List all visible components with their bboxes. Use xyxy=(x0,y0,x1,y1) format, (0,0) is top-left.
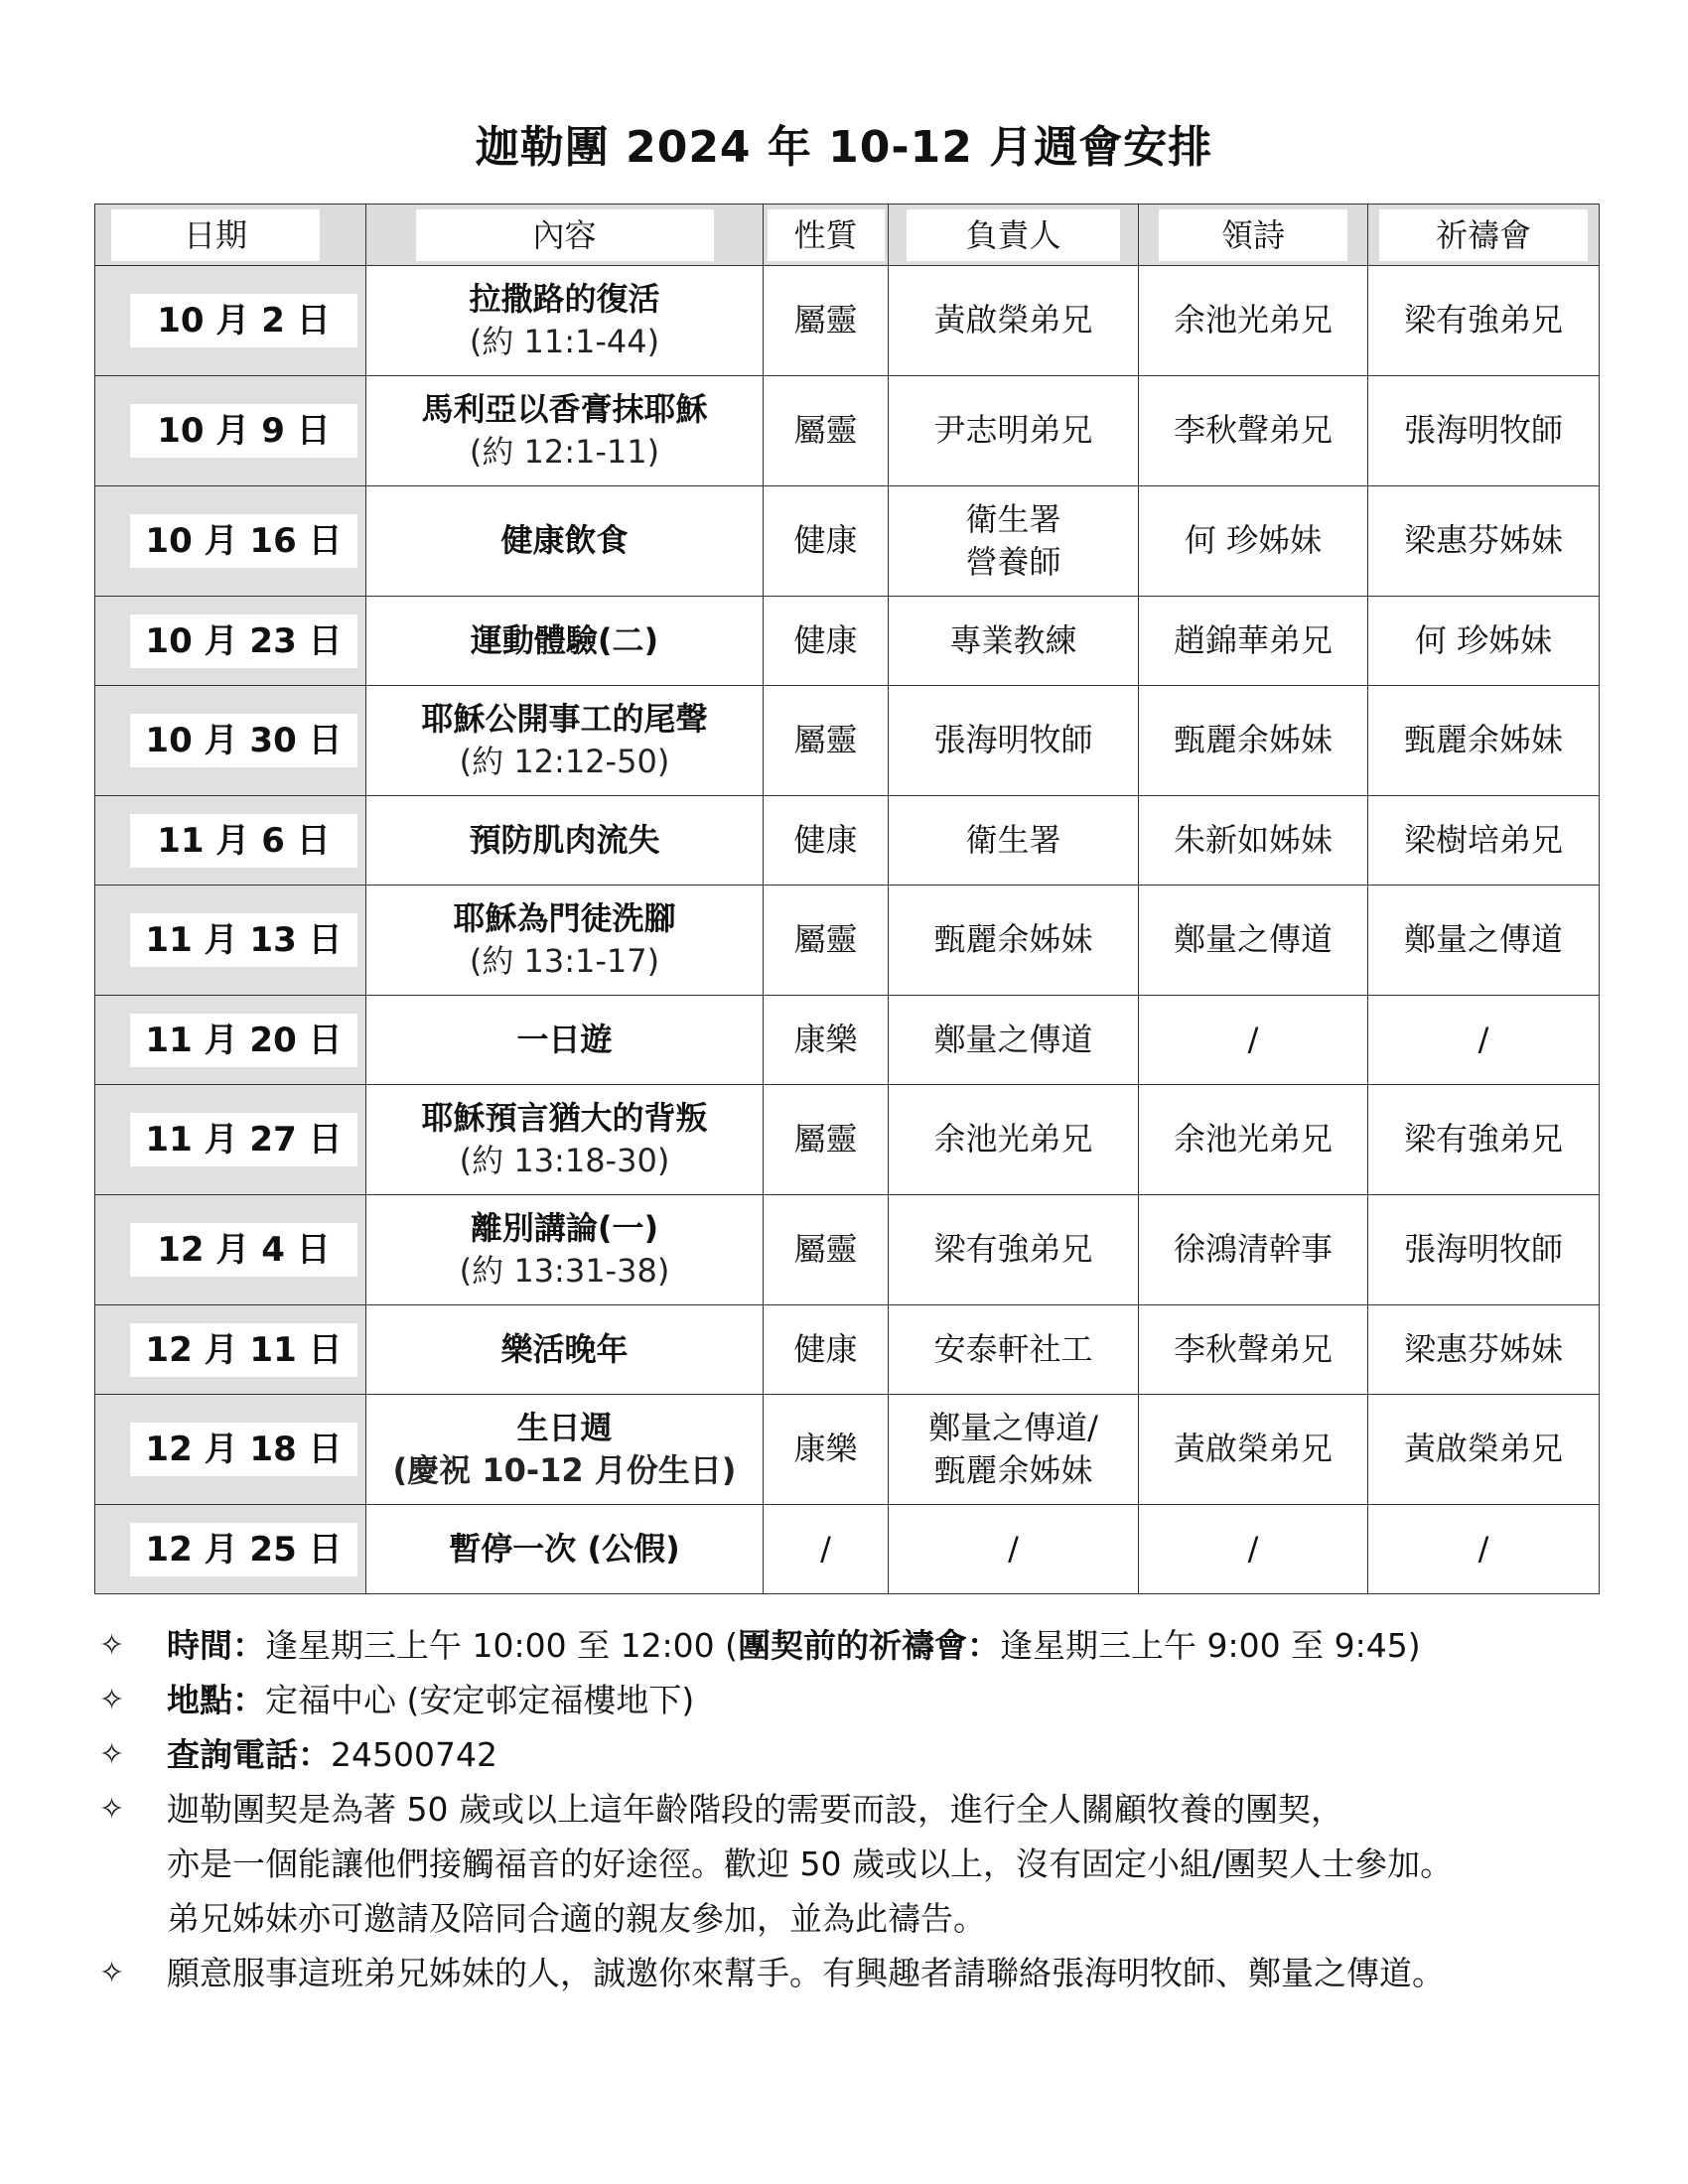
phone-text: 24500742 xyxy=(331,1735,497,1774)
header-nature: 性質 xyxy=(764,205,889,266)
nature-cell: 康樂 xyxy=(764,1395,889,1505)
topic-text: 暫停一次 (公假) xyxy=(449,1529,680,1568)
leader-cell xyxy=(889,266,1139,376)
header-prayer: 祈禱會 xyxy=(1368,205,1600,266)
table-row xyxy=(95,1195,1600,1305)
header-leader: 負責人 xyxy=(889,205,1139,266)
nature-cell: 屬靈 xyxy=(764,1085,889,1195)
leader-cell xyxy=(889,486,1139,597)
leader-text: 鄭量之傳道 xyxy=(933,1020,1093,1058)
prayer-meeting-label: 團契前的祈禱會： xyxy=(738,1626,1001,1665)
table-row xyxy=(95,1305,1600,1395)
date-text: 10 月 9 日 xyxy=(130,404,357,458)
table-row xyxy=(95,886,1600,996)
date-cell xyxy=(95,796,366,886)
scripture-ref: (約 13:18-30) xyxy=(459,1142,670,1179)
table-row xyxy=(95,796,1600,886)
prayer-cell: / xyxy=(1368,1505,1600,1594)
prayer-cell: 梁樹培弟兄 xyxy=(1368,796,1600,886)
leader-cell xyxy=(889,1395,1139,1505)
leader-cell xyxy=(889,1505,1139,1594)
date-text: 10 月 23 日 xyxy=(130,614,357,668)
content-cell xyxy=(366,486,764,597)
scripture-ref: (約 12:12-50) xyxy=(459,743,670,780)
time-text: 逢星期三上午 10:00 至 12:00 ( xyxy=(265,1626,739,1665)
prayer-cell: 梁惠芬姊妹 xyxy=(1368,1305,1600,1395)
hymn-cell: / xyxy=(1139,1505,1368,1594)
leader-text: 張海明牧師 xyxy=(933,721,1093,759)
table-row xyxy=(95,597,1600,686)
leader-cell xyxy=(889,686,1139,796)
leader-text: 尹志明弟兄 xyxy=(933,411,1093,450)
hymn-cell: 余池光弟兄 xyxy=(1139,266,1368,376)
leader-text: 安泰軒社工 xyxy=(933,1329,1093,1368)
table-row xyxy=(95,1395,1600,1505)
scripture-ref: (約 11:1-44) xyxy=(469,323,660,360)
date-text: 10 月 16 日 xyxy=(130,514,357,568)
nature-cell: 屬靈 xyxy=(764,686,889,796)
schedule-table xyxy=(94,204,1600,1594)
date-cell xyxy=(95,1195,366,1305)
content-cell xyxy=(366,886,764,996)
prayer-cell: 甄麗余姊妹 xyxy=(1368,686,1600,796)
intro-line-1: 迦勒團契是為著 50 歲或以上這年齡階段的需要而設，進行全人關顧牧養的團契， xyxy=(167,1790,1343,1829)
topic-text: 一日遊 xyxy=(516,1020,613,1058)
star-bullet-icon: ✧ xyxy=(99,1628,125,1663)
star-bullet-icon: ✧ xyxy=(99,1737,125,1772)
nature-cell: 健康 xyxy=(764,1305,889,1395)
leader-text-2: 甄麗余姊妹 xyxy=(933,1451,1093,1489)
place-label: 地點： xyxy=(167,1681,265,1719)
leader-cell xyxy=(889,1085,1139,1195)
leader-text: 鄭量之傳道/ xyxy=(928,1408,1098,1446)
note-phone xyxy=(99,1727,1648,1782)
star-bullet-icon: ✧ xyxy=(99,1683,125,1717)
hymn-cell: 黃啟榮弟兄 xyxy=(1139,1395,1368,1505)
leader-cell xyxy=(889,886,1139,996)
date-text: 11 月 27 日 xyxy=(130,1113,357,1166)
scripture-ref: (慶祝 10-12 月份生日) xyxy=(392,1451,737,1489)
leader-cell xyxy=(889,376,1139,486)
nature-cell: 屬靈 xyxy=(764,266,889,376)
table-row xyxy=(95,1085,1600,1195)
phone-label: 查詢電話： xyxy=(167,1735,331,1774)
topic-text: 預防肌肉流失 xyxy=(469,820,660,859)
hymn-cell: 趙錦華弟兄 xyxy=(1139,597,1368,686)
nature-cell: 屬靈 xyxy=(764,886,889,996)
nature-cell: 健康 xyxy=(764,486,889,597)
hymn-cell: 何 珍姊妹 xyxy=(1139,486,1368,597)
topic-text: 耶穌預言猶大的背叛 xyxy=(421,1098,708,1137)
date-cell xyxy=(95,1085,366,1195)
intro-line-2: 亦是一個能讓他們接觸福音的好途徑。歡迎 50 歲或以上，沒有固定小組/團契人士參加。 xyxy=(167,1844,1454,1883)
topic-text: 健康飲食 xyxy=(500,521,629,560)
date-text: 12 月 25 日 xyxy=(130,1523,357,1576)
leader-cell xyxy=(889,996,1139,1085)
date-cell xyxy=(95,266,366,376)
nature-cell: 健康 xyxy=(764,597,889,686)
nature-cell: 康樂 xyxy=(764,996,889,1085)
serve-text: 願意服事這班弟兄姊妹的人，誠邀你來幫手。有興趣者請聯絡張海明牧師、鄭量之傳道。 xyxy=(167,1954,1445,1992)
table-row xyxy=(95,266,1600,376)
content-cell xyxy=(366,1505,764,1594)
header-row xyxy=(95,205,1600,266)
hymn-cell: / xyxy=(1139,996,1368,1085)
note-place xyxy=(99,1673,1648,1727)
table-row xyxy=(95,686,1600,796)
nature-cell: 健康 xyxy=(764,796,889,886)
hymn-cell: 朱新如姊妹 xyxy=(1139,796,1368,886)
topic-text: 馬利亞以香膏抹耶穌 xyxy=(421,389,708,428)
leader-cell xyxy=(889,1195,1139,1305)
content-cell xyxy=(366,1305,764,1395)
leader-text: 余池光弟兄 xyxy=(933,1120,1093,1159)
hymn-cell: 甄麗余姊妹 xyxy=(1139,686,1368,796)
header-date: 日期 xyxy=(95,205,366,266)
time-label: 時間： xyxy=(167,1626,265,1665)
note-intro xyxy=(99,1782,1648,1946)
date-text: 12 月 18 日 xyxy=(130,1423,357,1476)
date-cell xyxy=(95,597,366,686)
topic-text: 運動體驗(二) xyxy=(470,620,659,659)
leader-text: 甄麗余姊妹 xyxy=(933,920,1093,959)
leader-text: 衛生署 xyxy=(965,499,1061,538)
leader-text: 衛生署 xyxy=(965,820,1061,859)
note-serve xyxy=(99,1946,1648,2000)
nature-cell: 屬靈 xyxy=(764,1195,889,1305)
page-title: 迦勒團 2024 年 10-12 月週會安排 xyxy=(475,122,1213,173)
prayer-cell: 張海明牧師 xyxy=(1368,376,1600,486)
date-cell xyxy=(95,376,366,486)
note-time xyxy=(99,1618,1648,1673)
header-content: 內容 xyxy=(366,205,764,266)
prayer-cell: 鄭量之傳道 xyxy=(1368,886,1600,996)
date-text: 12 月 4 日 xyxy=(130,1223,357,1277)
date-cell xyxy=(95,686,366,796)
date-cell xyxy=(95,1305,366,1395)
leader-cell xyxy=(889,1305,1139,1395)
leader-cell xyxy=(889,796,1139,886)
leader-text: / xyxy=(1008,1529,1019,1568)
topic-text: 樂活晚年 xyxy=(500,1329,629,1368)
prayer-cell: 黃啟榮弟兄 xyxy=(1368,1395,1600,1505)
date-text: 10 月 30 日 xyxy=(130,714,357,767)
prayer-cell: 張海明牧師 xyxy=(1368,1195,1600,1305)
date-text: 11 月 20 日 xyxy=(130,1014,357,1067)
date-cell xyxy=(95,886,366,996)
hymn-cell: 鄭量之傳道 xyxy=(1139,886,1368,996)
leader-text: 梁有強弟兄 xyxy=(933,1230,1093,1269)
hymn-cell: 徐鴻清幹事 xyxy=(1139,1195,1368,1305)
date-text: 10 月 2 日 xyxy=(130,294,357,347)
date-text: 11 月 13 日 xyxy=(130,913,357,967)
prayer-meeting-text: 逢星期三上午 9:00 至 9:45) xyxy=(1000,1626,1421,1665)
table-row xyxy=(95,1505,1600,1594)
content-cell xyxy=(366,1395,764,1505)
star-bullet-icon: ✧ xyxy=(99,1956,125,1990)
star-bullet-icon: ✧ xyxy=(99,1792,125,1827)
leader-text: 黃啟榮弟兄 xyxy=(933,301,1093,340)
scripture-ref: (約 13:1-17) xyxy=(469,942,660,980)
content-cell xyxy=(366,597,764,686)
header-hymn: 領詩 xyxy=(1139,205,1368,266)
content-cell xyxy=(366,266,764,376)
prayer-cell: 何 珍姊妹 xyxy=(1368,597,1600,686)
scripture-ref: (約 13:31-38) xyxy=(459,1252,670,1290)
date-cell xyxy=(95,1505,366,1594)
prayer-cell: 梁有強弟兄 xyxy=(1368,266,1600,376)
scripture-ref: (約 12:1-11) xyxy=(469,433,660,471)
date-text: 11 月 6 日 xyxy=(130,814,357,868)
topic-text: 耶穌公開事工的尾聲 xyxy=(421,699,708,738)
topic-text: 離別講論(一) xyxy=(470,1208,659,1247)
leader-text-2: 營養師 xyxy=(965,543,1061,581)
place-text: 定福中心 (安定邨定福樓地下) xyxy=(265,1681,695,1719)
content-cell xyxy=(366,1195,764,1305)
date-cell xyxy=(95,486,366,597)
table-row xyxy=(95,486,1600,597)
topic-text: 生日週 xyxy=(516,1408,613,1446)
nature-cell: / xyxy=(764,1505,889,1594)
hymn-cell: 余池光弟兄 xyxy=(1139,1085,1368,1195)
nature-cell: 屬靈 xyxy=(764,376,889,486)
topic-text: 耶穌為門徒洗腳 xyxy=(453,898,676,937)
topic-text: 拉撒路的復活 xyxy=(469,279,660,318)
content-cell xyxy=(366,996,764,1085)
content-cell xyxy=(366,1085,764,1195)
intro-line-3: 弟兄姊妹亦可邀請及陪同合適的親友參加，並為此禱告。 xyxy=(167,1899,986,1938)
content-cell xyxy=(366,686,764,796)
hymn-cell: 李秋聲弟兄 xyxy=(1139,1305,1368,1395)
date-cell xyxy=(95,1395,366,1505)
table-row xyxy=(95,996,1600,1085)
content-cell xyxy=(366,376,764,486)
date-text: 12 月 11 日 xyxy=(130,1323,357,1377)
prayer-cell: 梁惠芬姊妹 xyxy=(1368,486,1600,597)
content-cell xyxy=(366,796,764,886)
date-cell xyxy=(95,996,366,1085)
notes-section xyxy=(99,1618,1648,2000)
table-row xyxy=(95,376,1600,486)
prayer-cell: 梁有強弟兄 xyxy=(1368,1085,1600,1195)
prayer-cell: / xyxy=(1368,996,1600,1085)
leader-text: 專業教練 xyxy=(949,620,1077,659)
leader-cell xyxy=(889,597,1139,686)
hymn-cell: 李秋聲弟兄 xyxy=(1139,376,1368,486)
